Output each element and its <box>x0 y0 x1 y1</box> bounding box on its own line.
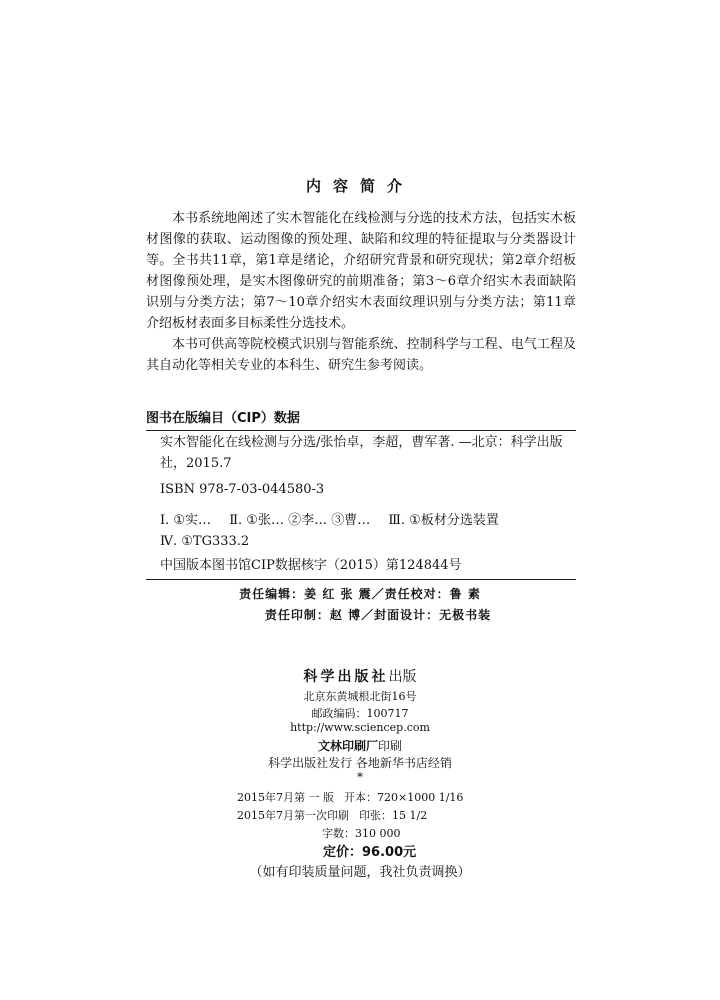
publisher-address: 北京东黄城根北街16号 <box>303 690 417 703</box>
separator-star: * <box>357 770 363 784</box>
summary-paragraph-1: 本书系统地阐述了实木智能化在线检测与分选的技术方法，包括实木板材图像的获取、运动图像的预处理、缺陷和纹理的特征提取与分类器设计等。全书共11章，第1章是绪论，介绍研究背景和研究现状；第2章介绍板材图像预处理，是实木图像研究的前期准备；第3～6章介绍实木表面缺陷识别与分类方法；第7～10章介绍实木表面纹理识别与分类方法；第11章介绍板材表面多目标柔性分选技术。 <box>146 211 576 331</box>
printer-name: 文林印刷厂 <box>317 739 378 753</box>
word-count: 字数：310 000 <box>322 827 401 840</box>
publisher-url: http://www.sciencep.com <box>290 721 430 734</box>
spec-row-2 <box>237 807 427 823</box>
publisher-logo-text: 科学出版社 <box>303 669 389 685</box>
cip-heading: 图书在版编目（CIP）数据 <box>146 407 576 431</box>
cip-class-item: Ⅰ. ①实… <box>160 513 212 528</box>
publisher-name <box>0 666 720 686</box>
cip-isbn: ISBN 978-7-03-044580-3 <box>160 482 325 497</box>
cip-check-number: 中国版本图书馆CIP数据核字（2015）第124844号 <box>146 554 576 580</box>
summary-paragraph-2: 本书可供高等院校模式识别与智能系统、控制科学与工程、电气工程及其自动化等相关专业的本科生、研究生参考阅读。 <box>146 337 576 373</box>
summary-body <box>146 208 576 376</box>
cip-classification-line-1 <box>160 510 576 531</box>
publisher-postcode: 邮政编码：100717 <box>311 707 409 720</box>
edition-info: 2015年7月第 一 版 <box>237 791 334 804</box>
printer-suffix: 印刷 <box>378 739 403 753</box>
cip-class-item: Ⅱ. ①张… ②李… ③曹… <box>229 513 371 528</box>
quality-notice: （如有印装质量问题，我社负责调换） <box>249 865 471 880</box>
price: 定价：96.00元 <box>323 845 417 860</box>
summary-title: 内容简介 <box>305 177 414 195</box>
editors-line-1: 责任编辑：姜 红 张 震／责任校对：鲁 素 <box>239 587 481 601</box>
publisher-name-suffix: 出版 <box>388 669 417 685</box>
sheets-info: 印张：15 1/2 <box>359 809 428 822</box>
format-info: 开本：720×1000 1/16 <box>344 791 464 804</box>
cip-classification <box>160 510 576 552</box>
cip-description: 实木智能化在线检测与分选/张怡卓，李超，曹军著. —北京：科学出版社，2015.7 <box>160 435 563 471</box>
printing-info: 2015年7月第一次印刷 <box>237 809 349 822</box>
cip-classification-line-2: Ⅳ. ①TG333.2 <box>160 534 250 549</box>
printer-line <box>0 737 720 754</box>
cip-class-item: Ⅲ. ①板材分选装置 <box>388 513 499 528</box>
spec-row-1 <box>237 789 463 805</box>
distribution-line: 科学出版社发行 各地新华书店经销 <box>268 756 452 770</box>
editors-line-2: 责任印制：赵 博／封面设计：无极书装 <box>264 608 492 622</box>
